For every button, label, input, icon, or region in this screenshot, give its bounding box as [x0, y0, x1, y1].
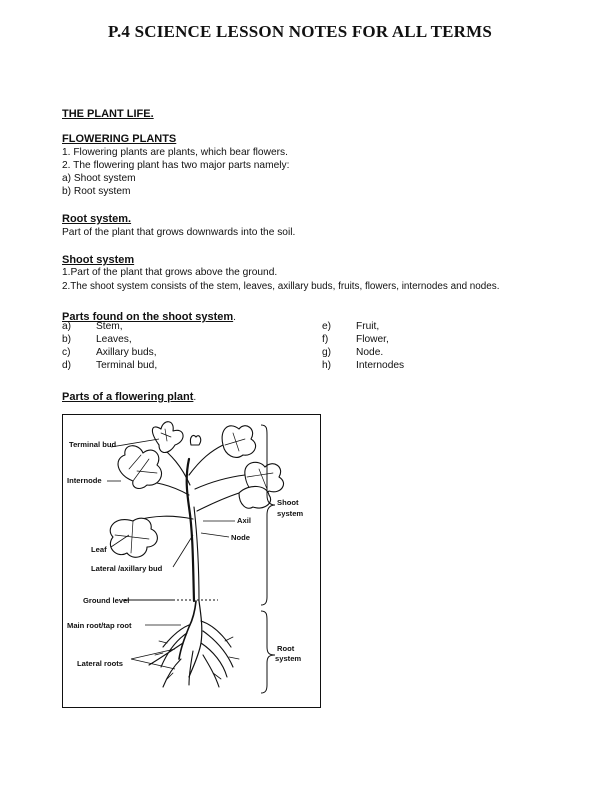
- list-text: Internodes: [356, 360, 405, 371]
- left-leaf: [118, 446, 162, 489]
- list-text: Terminal bud,: [96, 360, 158, 371]
- list-letter: g): [322, 347, 332, 358]
- list-text: Flower,: [356, 334, 389, 345]
- list-text: Stem,: [96, 321, 123, 332]
- plant-diagram-frame: [62, 414, 321, 708]
- axil-label: Axil: [237, 516, 251, 525]
- lateral-bud-label: Lateral /axillary bud: [91, 564, 163, 573]
- tap-root: [179, 601, 196, 659]
- plant-life-heading: THE PLANT LIFE.: [62, 108, 154, 120]
- list-letter: d): [62, 360, 72, 371]
- root-system-heading: Root system.: [62, 213, 132, 225]
- top-right-leaf: [222, 426, 255, 458]
- root-system-label-2: system: [275, 654, 302, 663]
- lateral-roots-label: Lateral roots: [77, 659, 123, 668]
- parts-found-trailing: .: [233, 312, 236, 323]
- shoot-system-line: 1.Part of the plant that grows above the ground.: [62, 267, 278, 278]
- parts-of-plant-heading: Parts of a flowering plant: [62, 391, 194, 403]
- lateral-bud-pointer: [173, 535, 193, 567]
- list-text: Leaves,: [96, 334, 132, 345]
- root-system-brace: [261, 611, 275, 693]
- terminal-bud-shape: [190, 435, 200, 445]
- shoot-system-heading: Shoot system: [62, 254, 135, 266]
- list-letter: h): [322, 360, 332, 371]
- flowering-line: a) Shoot system: [62, 173, 136, 184]
- stem-edge: [194, 507, 199, 601]
- page-title: P.4 SCIENCE LESSON NOTES FOR ALL TERMS: [107, 22, 493, 41]
- internode-label: Internode: [67, 476, 102, 485]
- parts-found-heading-row: [62, 307, 236, 325]
- list-letter: b): [62, 334, 72, 345]
- lower-left-leaf: [110, 518, 157, 557]
- right-petiole: [195, 475, 245, 489]
- flowering-line: 2. The flowering plant has two major parts namely:: [62, 160, 290, 171]
- shoot-system-label-1: Shoot: [277, 498, 299, 507]
- lower-right-leaf: [239, 486, 271, 508]
- shoot-system-brace: [261, 425, 275, 605]
- flowering-plants-heading: FLOWERING PLANTS: [62, 133, 177, 145]
- flowering-line: b) Root system: [62, 186, 131, 197]
- list-item: [322, 321, 522, 334]
- plant-diagram: [63, 415, 319, 706]
- list-letter: e): [322, 321, 332, 332]
- list-text: Node.: [356, 347, 384, 358]
- lower-right-petiole: [197, 493, 239, 511]
- node-pointer: [201, 533, 229, 537]
- flowering-line: 1. Flowering plants are plants, which bear flowers.: [62, 147, 288, 158]
- shoot-system-line: 2.The shoot system consists of the stem, leaves, axillary buds, fruits, flowers, internodes and nodes.: [62, 281, 500, 292]
- ground-level-label: Ground level: [83, 596, 130, 605]
- list-item: [322, 334, 522, 347]
- main-root-label: Main root/tap root: [67, 621, 132, 630]
- parts-of-plant-heading-row: [62, 387, 196, 405]
- root-system-text: Part of the plant that grows downwards into the soil.: [62, 227, 296, 238]
- upper-branch: [189, 445, 223, 475]
- parts-found-heading: Parts found on the shoot system: [62, 311, 234, 323]
- top-left-leaf: [152, 422, 183, 453]
- parts-of-plant-trailing: .: [193, 392, 197, 403]
- leaf-label: Leaf: [91, 545, 107, 554]
- list-letter: a): [62, 321, 72, 332]
- list-text: Axillary buds,: [96, 347, 157, 358]
- root-system-label-1: Root: [277, 644, 295, 653]
- list-letter: f): [322, 334, 329, 345]
- list-text: Fruit,: [356, 321, 380, 332]
- parts-right-list: [322, 321, 522, 373]
- terminal-bud-label: Terminal bud: [69, 440, 117, 449]
- node-label: Node: [231, 533, 250, 542]
- shoot-system-label-2: system: [277, 509, 304, 518]
- list-item: [322, 347, 522, 360]
- list-letter: c): [62, 347, 71, 358]
- list-item: [322, 360, 522, 373]
